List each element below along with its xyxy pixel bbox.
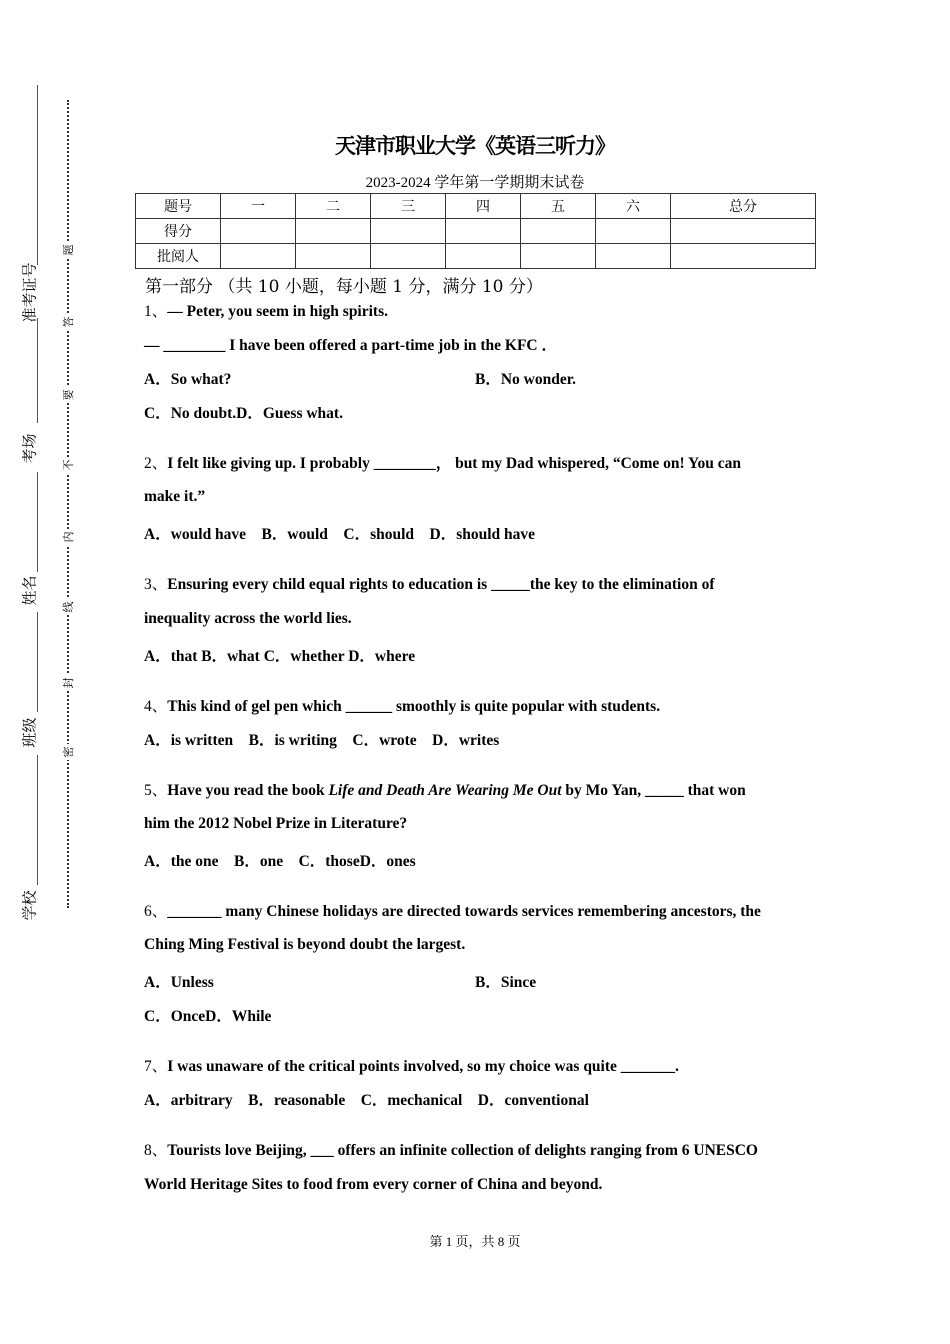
question-3-stem: [144, 572, 715, 594]
seal-char: 不: [60, 457, 76, 473]
question-number: 1、: [144, 303, 168, 320]
question-text: make it.”: [144, 488, 206, 505]
seal-char: 题: [60, 242, 76, 258]
question-text: World Heritage Sites to food from every corner of China and beyond.: [144, 1176, 603, 1193]
question-number: 2、: [144, 455, 168, 472]
question-number: 5、: [144, 782, 168, 799]
options: A．is written B．is writing C．wrote D．writes: [144, 732, 500, 749]
options: A．arbitrary B．reasonable C．mechanical D．conventional: [144, 1092, 589, 1109]
grader-cell: [596, 244, 671, 269]
question-number: 4、: [144, 698, 168, 715]
table-row: [136, 219, 816, 244]
page-footer: 第 1 页，共 8 页: [429, 1234, 521, 1249]
question-text: Have you read the book: [167, 782, 329, 799]
row-label: 得分: [136, 219, 221, 244]
question-number: 6、: [144, 903, 168, 920]
question-text: by Mo Yan, _____ that won: [561, 782, 746, 799]
seal-dotted-line: [67, 100, 69, 908]
question-1-stem: [144, 299, 388, 321]
question-text: Tourists love Beijing, ___ offers an infinite collection of delights ranging from 6 UNESCO: [167, 1142, 758, 1159]
table-header: 四: [446, 194, 521, 219]
section-heading: 第一部分 （共 10 小题，每小题 1 分，满分 10 分）: [145, 277, 543, 297]
question-5-stem: [144, 778, 746, 800]
question-text: I felt like giving up. I probably ________， but my Dad whispered, “Come on! You can: [167, 455, 741, 472]
seal-char: 线: [60, 599, 76, 615]
option: C．OnceD．While: [144, 1008, 272, 1025]
options: A．would have B．would C．should D．should have: [144, 526, 536, 543]
seal-char: 封: [60, 675, 76, 691]
page-subtitle: 2023-2024 学年第一学期期末试卷: [365, 175, 585, 191]
seal-char: 答: [60, 314, 76, 330]
question-text: — ________ I have been offered a part-time job in the KFC ．: [144, 337, 558, 354]
question-6-stem: [144, 899, 761, 921]
score-cell: [671, 219, 816, 244]
question-8-stem: [144, 1138, 758, 1160]
option: B．Since: [475, 974, 537, 991]
question-text: Ensuring every child equal rights to education is _____the key to the elimination of: [167, 576, 715, 593]
options: A．that B．what C．whether D．where: [144, 648, 416, 665]
grader-cell: [221, 244, 296, 269]
table-header: 总分: [671, 194, 816, 219]
question-text: This kind of gel pen which ______ smoothly is quite popular with students.: [167, 698, 661, 715]
margin-line: [37, 318, 38, 423]
question-text: I was unaware of the critical points involved, so my choice was quite _______.: [167, 1058, 679, 1075]
table-header: 三: [371, 194, 446, 219]
class-label: 班级: [20, 717, 39, 748]
grader-cell: [521, 244, 596, 269]
question-text: him the 2012 Nobel Prize in Literature?: [144, 815, 408, 832]
grader-cell: [671, 244, 816, 269]
school-label: 学校: [20, 890, 39, 921]
table-header: 题号: [136, 194, 221, 219]
margin-line: [37, 755, 38, 885]
seal-char: 内: [60, 529, 76, 545]
book-title: Life and Death Are Wearing Me Out: [328, 782, 562, 799]
score-cell: [596, 219, 671, 244]
question-text: — Peter, you seem in high spirits.: [167, 303, 388, 320]
options: A．the one B．one C．thoseD．ones: [144, 853, 416, 870]
question-4-stem: [144, 694, 660, 716]
row-label: 批阅人: [136, 244, 221, 269]
grader-cell: [371, 244, 446, 269]
table-row: [136, 194, 816, 219]
option: B．No wonder.: [475, 371, 577, 388]
grader-cell: [296, 244, 371, 269]
name-label: 姓名: [20, 575, 39, 606]
table-header: 六: [596, 194, 671, 219]
page-title: 天津市职业大学《英语三听力》: [335, 134, 615, 158]
question-7-stem: [144, 1054, 679, 1076]
score-cell: [221, 219, 296, 244]
question-text: _______ many Chinese holidays are directed towards services remembering ancestors, the: [167, 903, 761, 920]
score-cell: [296, 219, 371, 244]
exam-room-label: 考场: [20, 433, 39, 464]
score-cell: [446, 219, 521, 244]
grader-cell: [446, 244, 521, 269]
score-cell: [521, 219, 596, 244]
option: C．No doubt.D．Guess what.: [144, 405, 343, 422]
question-text: inequality across the world lies.: [144, 610, 352, 627]
seal-char: 密: [60, 744, 76, 760]
seal-char: 要: [60, 387, 76, 403]
exam-id-label: 准考证号: [20, 262, 39, 323]
score-table: [135, 193, 816, 269]
score-cell: [371, 219, 446, 244]
margin-line: [37, 472, 38, 572]
margin-line: [37, 612, 38, 712]
question-text: Ching Ming Festival is beyond doubt the largest.: [144, 936, 466, 953]
option: A．So what?: [144, 371, 232, 388]
table-header: 五: [521, 194, 596, 219]
question-2-stem: [144, 451, 741, 473]
question-number: 8、: [144, 1142, 168, 1159]
table-row: [136, 244, 816, 269]
question-number: 7、: [144, 1058, 168, 1075]
question-number: 3、: [144, 576, 168, 593]
option: A．Unless: [144, 974, 214, 991]
table-header: 二: [296, 194, 371, 219]
table-header: 一: [221, 194, 296, 219]
